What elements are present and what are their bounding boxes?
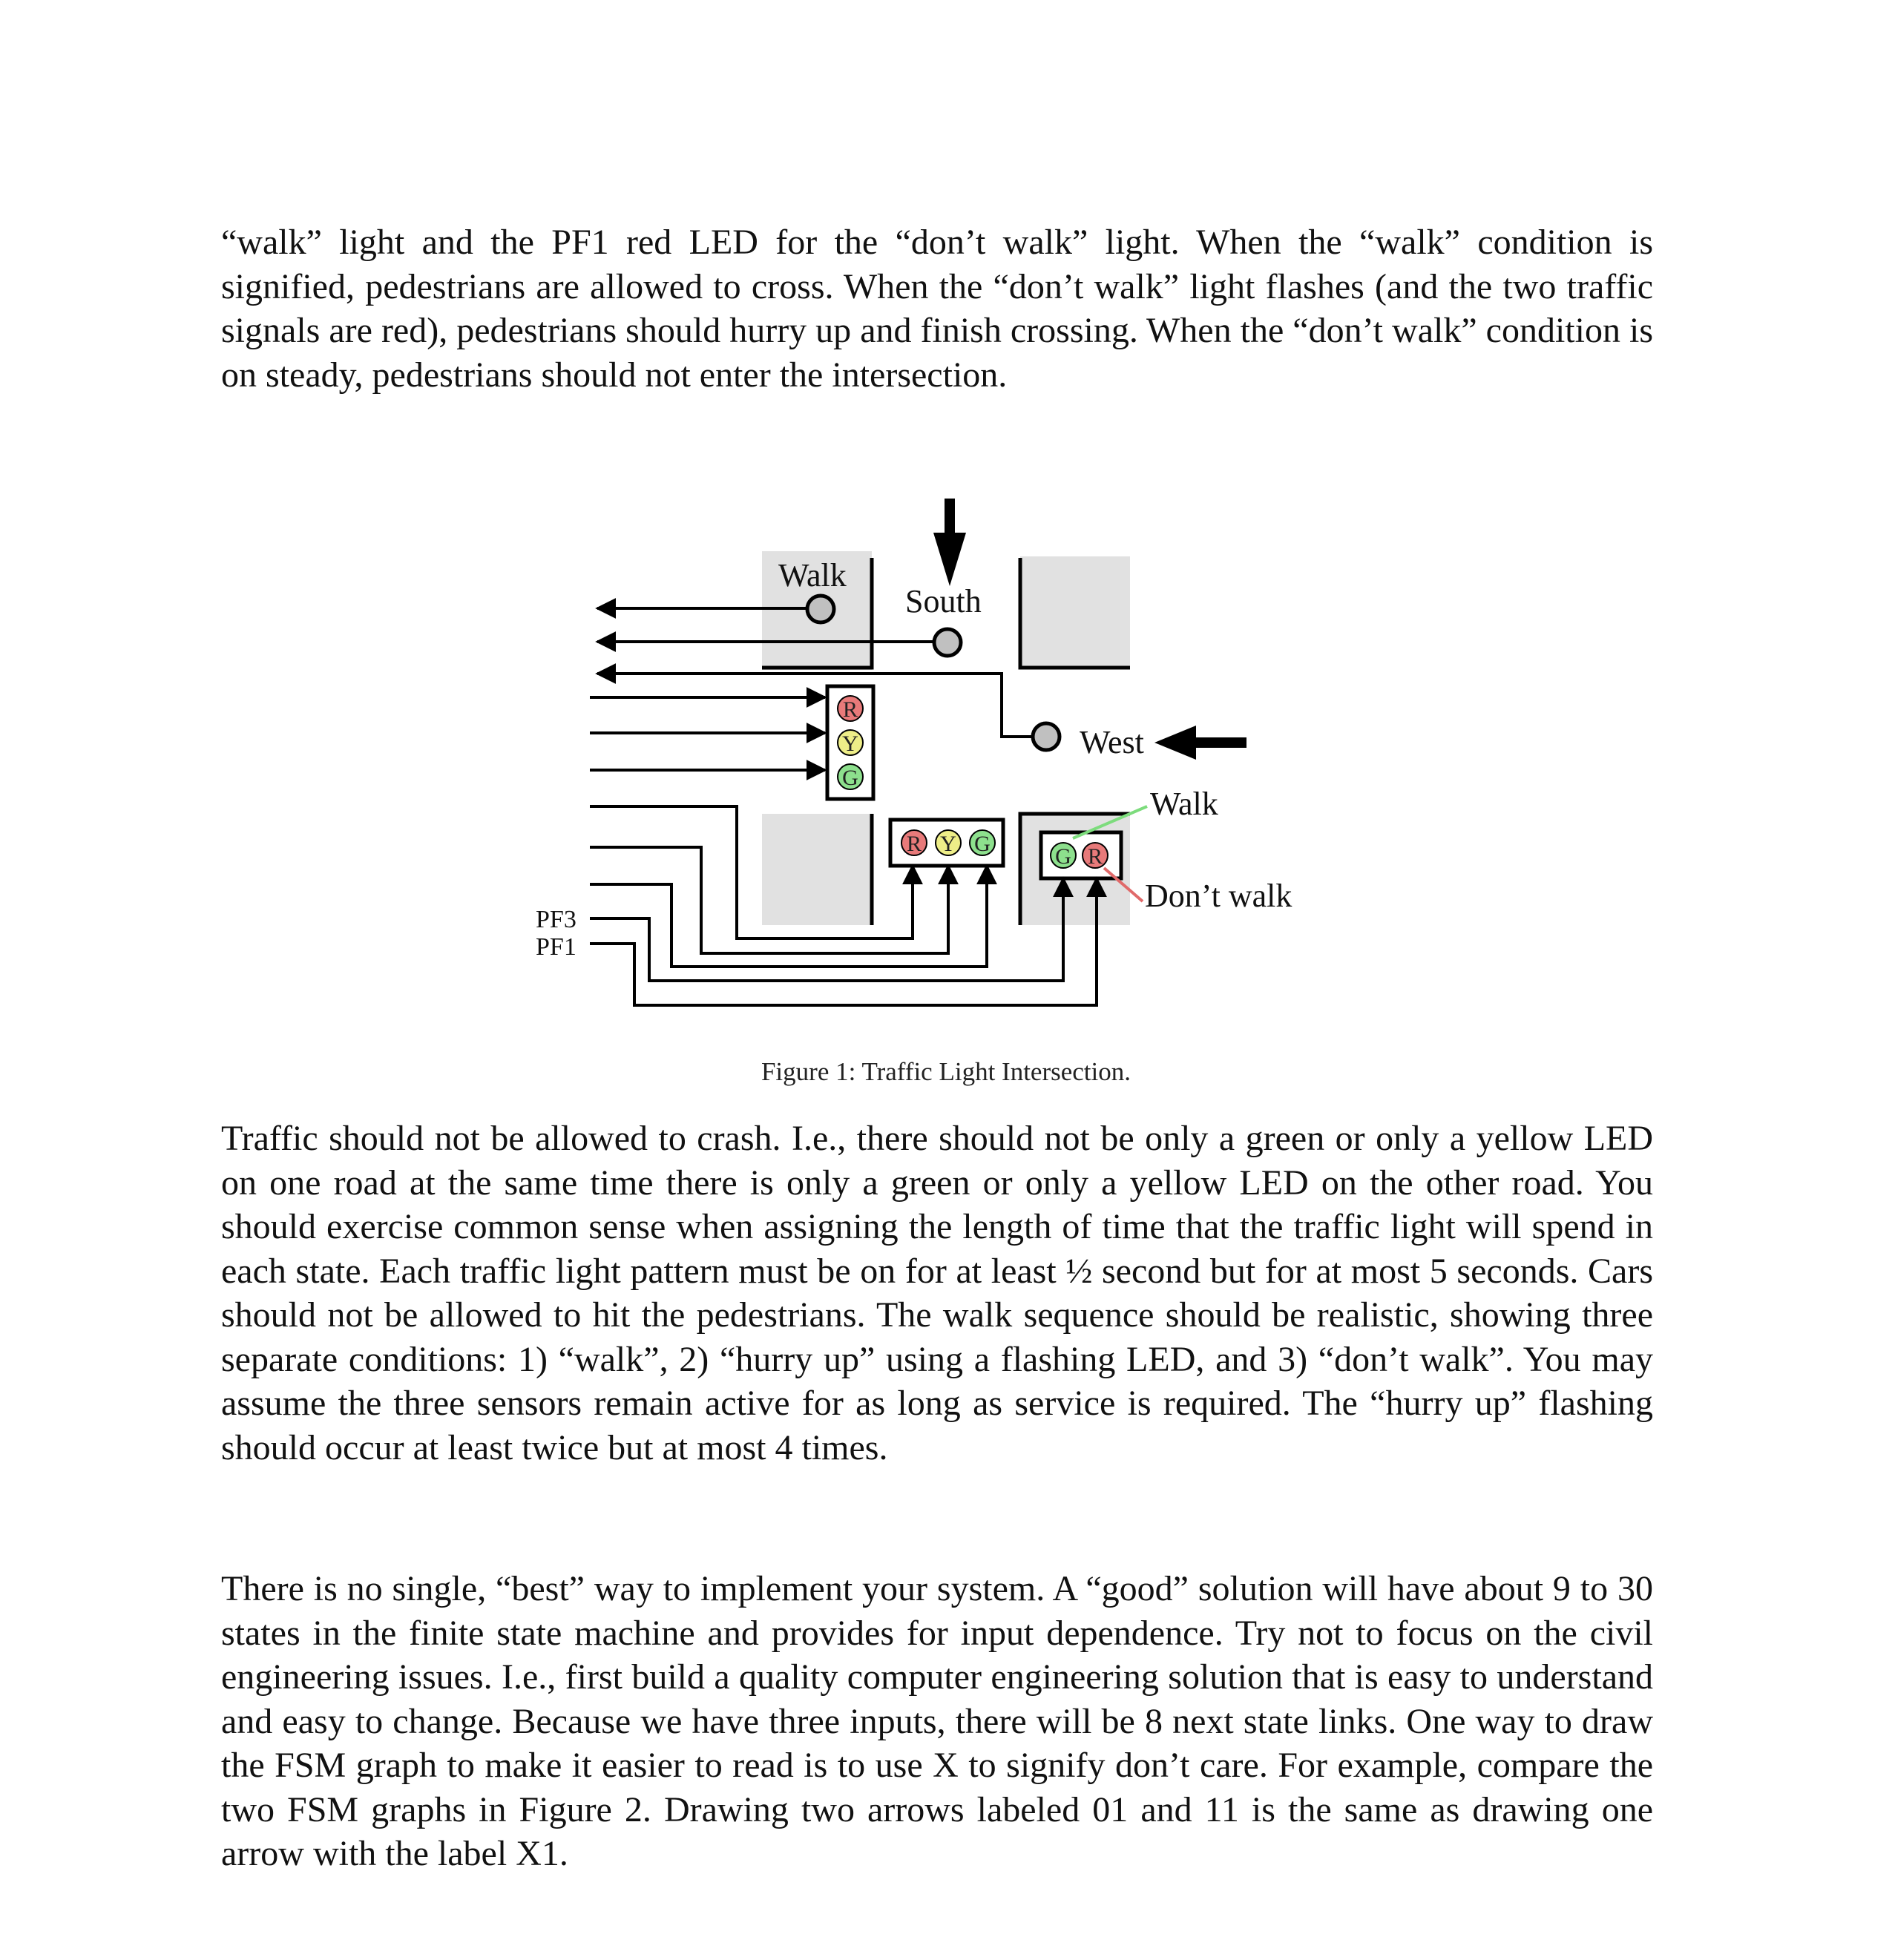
west-light-wires xyxy=(590,697,825,770)
paragraph-walk-light: “walk” light and the PF1 red LED for the “don’t walk” light. When the “walk” condition is signified, pedestrians are allowed to cross. When the “don’t walk” light flashes (and the two traffic signals are red), pedestrians should hurry up and finish crossing. When the “don’t walk” condition is on steady, pedestrians should not enter the intersection. xyxy=(221,223,1653,395)
west-direction-arrow xyxy=(1154,726,1246,760)
west-sensor-icon xyxy=(1033,723,1060,750)
pf1-label: PF1 xyxy=(536,933,577,961)
paragraph-traffic-rules: Traffic should not be allowed to crash. I.e., there should not be only a green or only a yellow LED on one road at the same time there is only a green or only a yellow LED on the other road. You should exercise common sense when assigning the length of time that the traffic light will spend in each state. Each traffic light pattern must be on for at least ½ second but for at most 5 seconds. Cars should not be allowed to hit the pedestrians. The walk sequence should be realistic, showing three separate conditions: 1) “walk”, 2) “hurry up” using a flashing LED, and 3) “don’t walk”. You may assume the three sensors remain active for as long as service is required. The “hurry up” flashing should occur at least twice but at most 4 times. xyxy=(221,1119,1653,1467)
dont-walk-label: Don’t walk xyxy=(1145,878,1292,914)
dont-walk-red-letter: R xyxy=(1087,844,1103,869)
west-green-letter: G xyxy=(842,766,858,790)
south-label: South xyxy=(905,583,982,619)
west-red-letter: R xyxy=(842,697,858,722)
block-top-right xyxy=(1020,556,1130,668)
south-sensor-icon xyxy=(934,629,961,656)
figure-caption: Figure 1: Traffic Light Intersection. xyxy=(761,1057,1131,1086)
south-yellow-letter: Y xyxy=(940,832,956,856)
block-bottom-left xyxy=(762,814,872,925)
south-red-letter: R xyxy=(906,832,922,856)
west-label: West xyxy=(1080,724,1144,760)
pf3-label: PF3 xyxy=(536,906,577,933)
west-yellow-letter: Y xyxy=(842,731,858,756)
walk-green-letter: G xyxy=(1055,844,1071,869)
paragraph-implementation: There is no single, “best” way to implement your system. A “good” solution will have about 9 to 30 states in the finite state machine and provides for input dependence. Try not to focus on the civil engineering issues. I.e., first build a quality computer engineering solution that is easy to understand and easy to change. Because we have three inputs, there will be 8 next state links. One way to draw the FSM graph to make it easier to read is to use X to signify don’t care. For example, compare the two FSM graphs in Figure 2. Drawing two arrows labeled 01 and 11 is the same as drawing one arrow with the label X1. xyxy=(221,1569,1653,1873)
south-direction-arrow xyxy=(933,499,966,586)
walk-light-label: Walk xyxy=(1150,786,1218,822)
south-green-letter: G xyxy=(974,832,991,856)
walk-sensor-icon xyxy=(807,596,834,622)
walk-sensor-label: Walk xyxy=(778,557,847,593)
